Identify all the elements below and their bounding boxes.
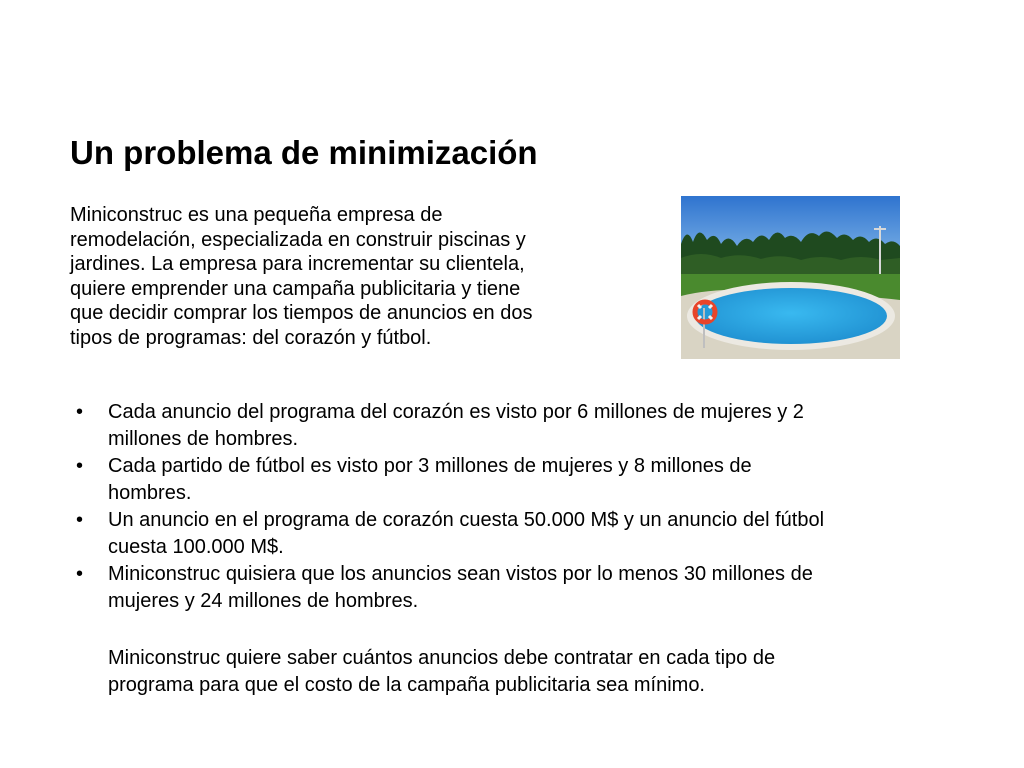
bullet-line: Miniconstruc quisiera que los anuncios sean vistos por lo menos 30 millones de xyxy=(108,563,813,585)
intro-line: remodelación, especializada en construir piscinas y xyxy=(70,228,526,251)
intro-line: Miniconstruc es una pequeña empresa de xyxy=(70,204,443,226)
intro-line: quiere emprender una campaña publicitaria y tiene xyxy=(70,277,521,300)
closing-line: Miniconstruc quiere saber cuántos anuncios debe contratar en cada tipo de xyxy=(108,647,776,669)
bullet-item xyxy=(70,507,970,561)
bullet-item xyxy=(70,453,970,507)
intro-line: jardines. La empresa para incrementar su clientela, xyxy=(70,253,525,275)
bullet-line: millones de hombres. xyxy=(108,428,299,450)
intro-line: tipos de programas: del corazón y fútbol. xyxy=(70,326,432,349)
bullet-line: Cada partido de fútbol es visto por 3 millones de mujeres y 8 millones de xyxy=(108,455,752,477)
bullet-mark: • xyxy=(76,401,84,423)
bullet-item xyxy=(70,561,970,615)
intro-line: que decidir comprar los tiempos de anuncios en dos xyxy=(70,302,533,324)
bullet-line: cuesta 100.000 M$. xyxy=(108,536,284,558)
closing-line: programa para que el costo de la campaña publicitaria sea mínimo. xyxy=(108,674,705,696)
bullet-line: Un anuncio en el programa de corazón cuesta 50.000 M$ y un anuncio del fútbol xyxy=(108,509,825,531)
bullet-line: mujeres y 24 millones de hombres. xyxy=(108,590,419,612)
bullet-line: Cada anuncio del programa del corazón es visto por 6 millones de mujeres y 2 xyxy=(108,401,804,423)
bullet-item xyxy=(70,399,970,453)
bullet-mark: • xyxy=(76,509,84,531)
closing-paragraph xyxy=(108,645,775,699)
intro-paragraph xyxy=(70,203,610,350)
swimming-pool-photo xyxy=(681,196,900,359)
bullet-list xyxy=(70,399,970,615)
bullet-mark: • xyxy=(76,563,84,585)
slide-title: Un problema de minimización xyxy=(70,134,538,171)
bullet-line: hombres. xyxy=(108,482,192,504)
bullet-mark: • xyxy=(76,455,84,477)
